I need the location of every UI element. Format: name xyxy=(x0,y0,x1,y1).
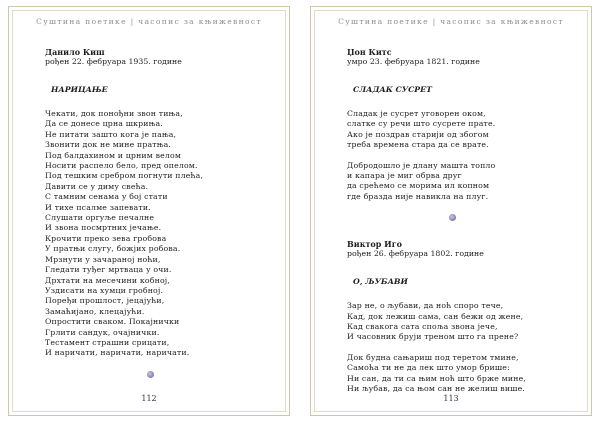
poem-line: Давити се у диму свећа. xyxy=(45,181,149,191)
second-poem xyxy=(347,239,573,394)
poem-stanza xyxy=(45,109,271,359)
poem-line: треба времена стара да се врате. xyxy=(347,140,489,150)
poem-line: Замаћијано, клецајући. xyxy=(45,306,145,316)
poem-line: Уздисати на хумци гробној. xyxy=(45,285,164,295)
poem-line: Грлити сандук, очајнички. xyxy=(45,327,160,337)
page-number: 112 xyxy=(141,394,157,403)
poem-line: Добродошло је длану машта топло xyxy=(347,160,496,170)
poem-line: Поређи прошлост, јецајући, xyxy=(45,296,165,306)
poem-line: Под балдахином и црним велом xyxy=(45,150,182,160)
poem-line: Под тешким сребром погнути плећа, xyxy=(45,171,204,181)
poem-line: Гледати туђег мртваца у очи. xyxy=(45,265,172,275)
poem-line: И тихе псалме запевати. xyxy=(45,202,151,212)
poem-line: да срећемо се морима ил копном xyxy=(347,181,490,191)
poem-line: У пратњи слугу, божјих робова. xyxy=(45,244,181,254)
poem-line: Зар не, о љубави, да ноћ споро тече, xyxy=(347,301,504,311)
poem-line: Опростити сваком. Покајнички xyxy=(45,317,180,327)
poem-line: Ако је поздрав старији од збогом xyxy=(347,129,489,139)
poem-line: И часовник бруји треном што га прене? xyxy=(347,332,519,342)
poem-line: слатке су речи што сусрете прате. xyxy=(347,119,496,129)
poem-author: Виктор Иго xyxy=(347,239,402,250)
poem-line: Звонити док не мине пратња. xyxy=(45,140,172,150)
ornament-dot-icon xyxy=(147,371,154,378)
poem-line: Чекати, док понођни звон тиња, xyxy=(45,109,183,118)
poem-line: Кад, док лежиш сама, сан бежи од жене, xyxy=(347,311,524,321)
poem-line: Дрхтати на месечини кобној, xyxy=(45,275,170,285)
author-dates: умро 23. фебруара 1821. године xyxy=(347,57,480,66)
poem-line: где бразда није навикла на плуг. xyxy=(347,191,489,201)
ornament-dot-icon xyxy=(449,214,456,221)
poem-line: и капара је миг обрва друг xyxy=(347,171,462,181)
poem-title: О, ЉУБАВИ xyxy=(353,277,408,287)
poem-author: Џон Китс xyxy=(347,47,392,57)
poem-line: Док будна сањариш под теретом тмине, xyxy=(347,352,519,362)
poem-line: И звона посмртних јечање. xyxy=(45,223,162,233)
page-header: Суштина поетике | часопис за књижевност xyxy=(338,17,564,26)
left-page xyxy=(8,6,290,416)
poem-line: Сладак је сусрет уговорен оком, xyxy=(347,109,486,118)
poem-line: И наричати, наричати, наричати. xyxy=(45,348,190,358)
poem-line: Самоћа ти не да лек што умор брише: xyxy=(347,363,510,373)
poem-line: С тамним сенама у бој стати xyxy=(45,192,168,202)
poem-content xyxy=(347,47,573,395)
poem-title: СЛАДАК СУСРЕТ xyxy=(353,85,432,94)
poem-line: Мрзнути у зачараној ноћи, xyxy=(45,254,161,264)
poem-line: Да се донесе црна шкриња. xyxy=(45,119,163,129)
poem-line: Ни сан, да ти са њим ноћ што брже мине, xyxy=(347,373,526,383)
poem-line: Не питати зашто кога је пања, xyxy=(45,129,177,139)
author-dates: рођен 26. фебруара 1802. године xyxy=(347,249,484,259)
poem-title: НАРИЦАЊЕ xyxy=(51,85,108,94)
poem-line: Тестамент страшни срицати, xyxy=(45,337,170,347)
poem-line: Ни љубав, да са њом сан не желиш више. xyxy=(347,384,525,394)
poem-stanza xyxy=(347,109,573,202)
poem-author: Данило Киш xyxy=(45,47,105,57)
poem-line: Слушати оргуље печалне xyxy=(45,213,155,223)
poem-stanza xyxy=(347,301,573,394)
poem-line: Кад свакога сата споља звона јече, xyxy=(347,322,498,332)
poem-line: Крочити преко зева гробова xyxy=(45,233,167,243)
right-page xyxy=(310,6,592,416)
author-dates: рођен 22. фебруара 1935. године xyxy=(45,57,182,66)
poem-content xyxy=(45,47,271,378)
page-header: Суштина поетике | часопис за књижевност xyxy=(36,17,262,26)
poem-line: Носити распело бело, пред опелом. xyxy=(45,161,198,171)
page-number: 113 xyxy=(443,394,459,403)
